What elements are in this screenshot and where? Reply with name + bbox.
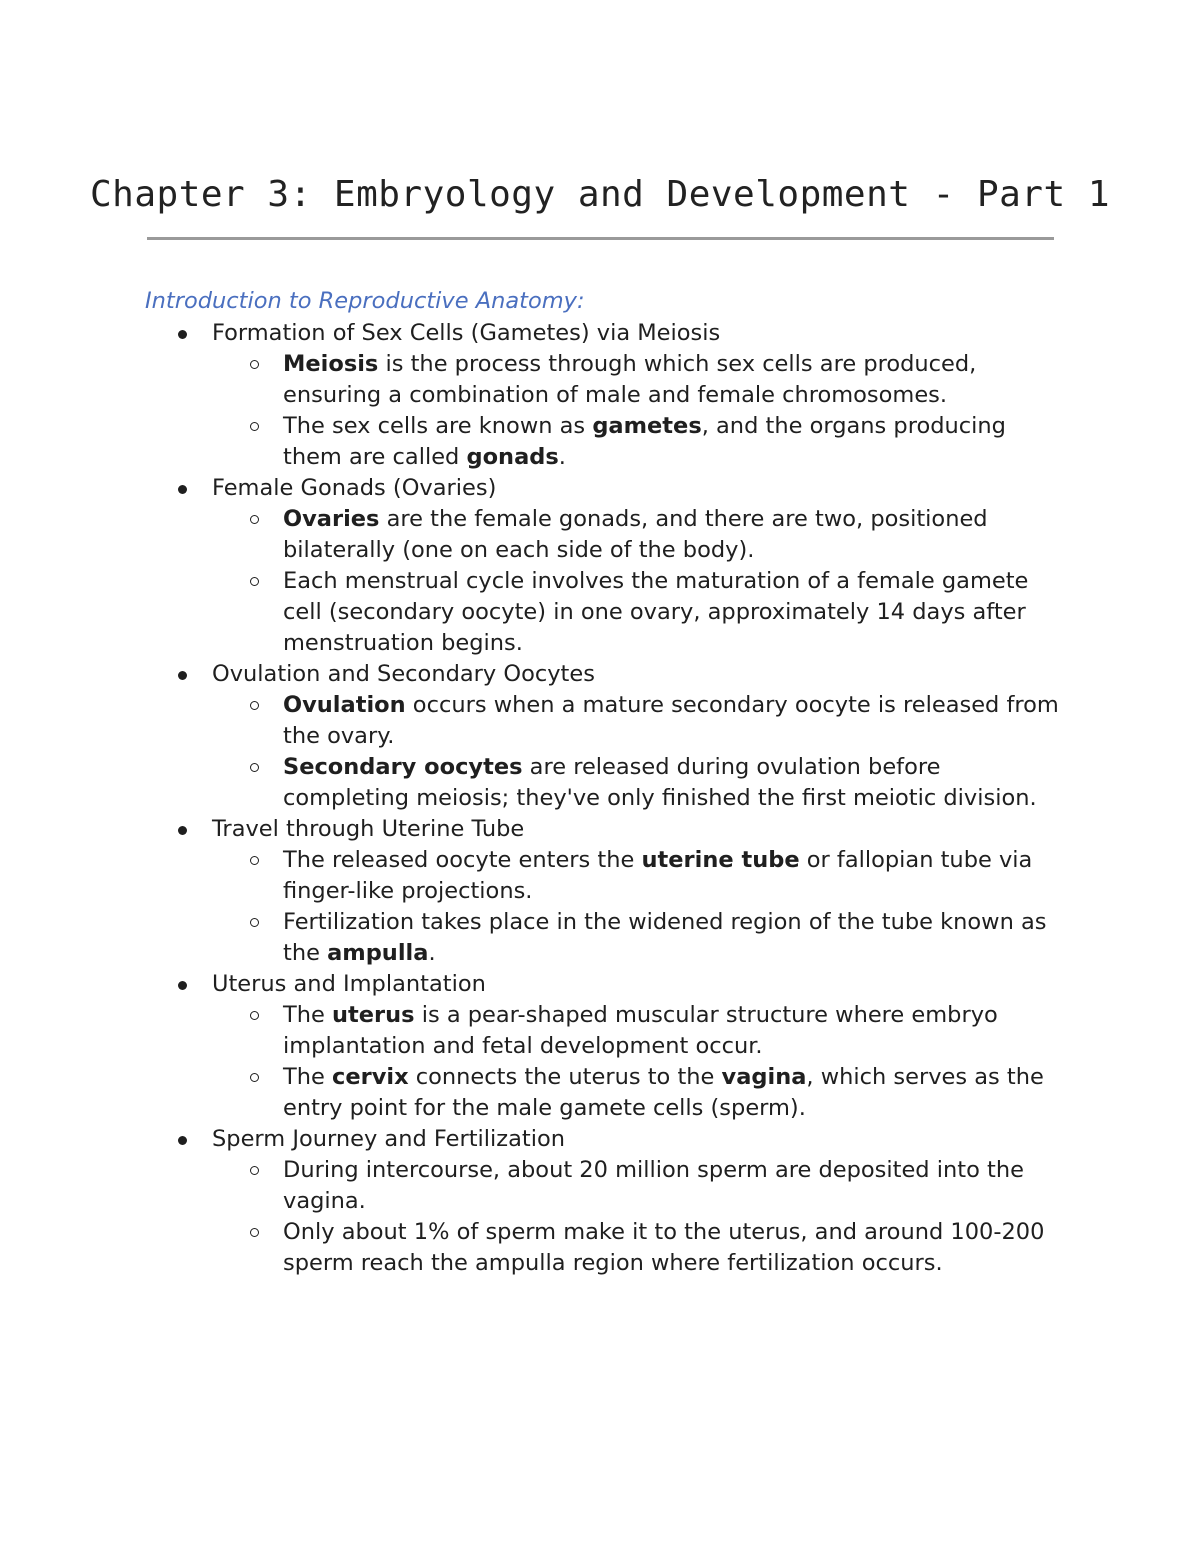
bullet-icon xyxy=(178,981,187,990)
text-run: Each menstrual cycle involves the maturation of a female gamete cell (secondary oocyte) in one ovary, approximately 14 days after menstruation begins. xyxy=(283,568,1029,656)
bold-term: Meiosis xyxy=(283,351,379,377)
sub-point-list xyxy=(212,504,1065,659)
document-body xyxy=(145,285,1065,1279)
text-run: or fallopian tube via finger-like projections. xyxy=(283,847,1033,904)
text-run: , and the organs producing them are called xyxy=(283,413,1006,470)
text-run: The sex cells are known as xyxy=(283,413,593,439)
sub-point-text xyxy=(283,568,1028,656)
hollow-bullet-icon xyxy=(250,577,259,586)
topic-label: Formation of Sex Cells (Gametes) via Meiosis xyxy=(212,320,721,346)
sub-point xyxy=(212,907,1065,969)
sub-point-list xyxy=(212,1155,1065,1279)
bold-term: Secondary oocytes xyxy=(283,754,523,780)
bold-term: uterus xyxy=(332,1002,415,1028)
hollow-bullet-icon xyxy=(250,360,259,369)
sub-point-text xyxy=(283,1002,998,1059)
bold-term: uterine tube xyxy=(641,847,800,873)
sub-point xyxy=(212,845,1065,907)
sub-point xyxy=(212,752,1065,814)
bold-term: gametes xyxy=(592,413,702,439)
hollow-bullet-icon xyxy=(250,1166,259,1175)
hollow-bullet-icon xyxy=(250,515,259,524)
topic-item xyxy=(145,1124,1065,1279)
topic-list xyxy=(145,318,1065,1279)
text-run: connects the uterus to the xyxy=(408,1064,722,1090)
text-run: is a pear-shaped muscular structure where embryo implantation and fetal development occur. xyxy=(283,1002,998,1059)
hollow-bullet-icon xyxy=(250,1073,259,1082)
bullet-icon xyxy=(178,671,187,680)
page-title: Chapter 3: Embryology and Development - Part 1 xyxy=(90,174,1110,216)
sub-point xyxy=(212,504,1065,566)
text-run: The released oocyte enters the xyxy=(283,847,642,873)
text-run: Only about 1% of sperm make it to the uterus, and around 100-200 sperm reach the ampulla region where fertilization occurs. xyxy=(283,1219,1045,1276)
text-run: , which serves as the entry point for the male gamete cells (sperm). xyxy=(283,1064,1044,1121)
sub-point xyxy=(212,1155,1065,1217)
topic-item xyxy=(145,659,1065,814)
topic-label: Sperm Journey and Fertilization xyxy=(212,1126,565,1152)
sub-point-text xyxy=(283,692,1059,749)
sub-point xyxy=(212,349,1065,411)
bold-term: cervix xyxy=(332,1064,409,1090)
bullet-icon xyxy=(178,330,187,339)
bold-term: vagina xyxy=(721,1064,807,1090)
hollow-bullet-icon xyxy=(250,918,259,927)
topic-label: Uterus and Implantation xyxy=(212,971,486,997)
text-run: The xyxy=(283,1002,332,1028)
sub-point-text xyxy=(283,506,988,563)
hollow-bullet-icon xyxy=(250,1011,259,1020)
topic-item xyxy=(145,969,1065,1124)
bold-term: Ovaries xyxy=(283,506,380,532)
hollow-bullet-icon xyxy=(250,856,259,865)
sub-point xyxy=(212,1217,1065,1279)
sub-point xyxy=(212,411,1065,473)
text-run: are the female gonads, and there are two, positioned bilaterally (one on each side of the body). xyxy=(283,506,988,563)
hollow-bullet-icon xyxy=(250,1228,259,1237)
topic-item xyxy=(145,473,1065,659)
text-run: is the process through which sex cells are produced, ensuring a combination of male and female chromosomes. xyxy=(283,351,977,408)
text-run: During intercourse, about 20 million sperm are deposited into the vagina. xyxy=(283,1157,1024,1214)
topic-label: Female Gonads (Ovaries) xyxy=(212,475,497,501)
bold-term: ampulla xyxy=(327,940,429,966)
sub-point xyxy=(212,690,1065,752)
topic-item xyxy=(145,814,1065,969)
sub-point-text xyxy=(283,1157,1024,1214)
hollow-bullet-icon xyxy=(250,701,259,710)
sub-point-text xyxy=(283,413,1006,470)
text-run: Fertilization takes place in the widened region of the tube known as the xyxy=(283,909,1047,966)
sub-point xyxy=(212,566,1065,659)
bullet-icon xyxy=(178,485,187,494)
bold-term: Ovulation xyxy=(283,692,406,718)
topic-item xyxy=(145,318,1065,473)
text-run: The xyxy=(283,1064,332,1090)
sub-point xyxy=(212,1062,1065,1124)
sub-point xyxy=(212,1000,1065,1062)
sub-point-text xyxy=(283,351,976,408)
sub-point-text xyxy=(283,754,1037,811)
sub-point-text xyxy=(283,1064,1044,1121)
title-divider xyxy=(147,237,1054,240)
bullet-icon xyxy=(178,1136,187,1145)
sub-point-list xyxy=(212,349,1065,473)
text-run: . xyxy=(428,940,436,966)
text-run: . xyxy=(558,444,566,470)
text-run: occurs when a mature secondary oocyte is released from the ovary. xyxy=(283,692,1059,749)
bold-term: gonads xyxy=(466,444,559,470)
sub-point-text xyxy=(283,847,1032,904)
bullet-icon xyxy=(178,826,187,835)
sub-point-list xyxy=(212,690,1065,814)
sub-point-text xyxy=(283,1219,1044,1276)
section-heading: Introduction to Reproductive Anatomy: xyxy=(145,288,585,314)
sub-point-list xyxy=(212,1000,1065,1124)
hollow-bullet-icon xyxy=(250,763,259,772)
sub-point-list xyxy=(212,845,1065,969)
sub-point-text xyxy=(283,909,1047,966)
hollow-bullet-icon xyxy=(250,422,259,431)
text-run: are released during ovulation before completing meiosis; they've only finished the first meiotic division. xyxy=(283,754,1037,811)
topic-label: Travel through Uterine Tube xyxy=(212,816,525,842)
topic-label: Ovulation and Secondary Oocytes xyxy=(212,661,595,687)
